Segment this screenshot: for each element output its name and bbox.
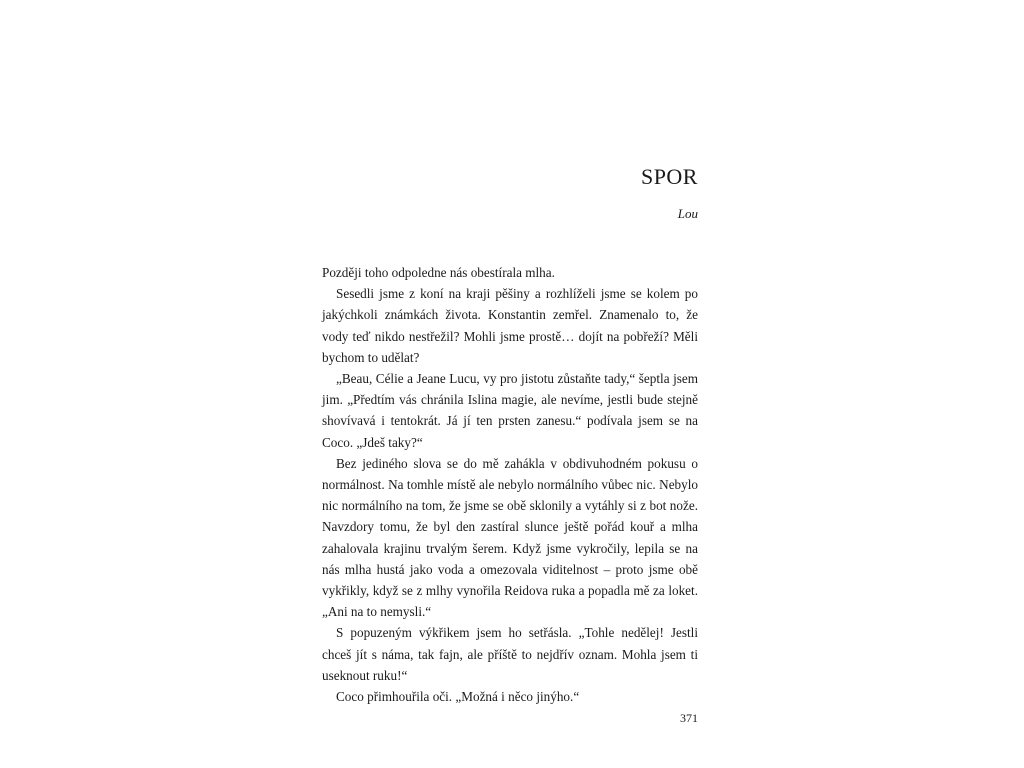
page-number: 371 [680,711,698,725]
paragraph: S popuzeným výkřikem jsem ho setřásla. „Tohle nedělej! Jestli chceš jít s náma, tak fajn, ale příště to nejdřív oznam. Mohla jsem ti useknout ruku!“ [322,625,698,683]
paragraph: Později toho odpoledne nás obestírala mlha. [322,265,555,280]
paragraph: Bez jediného slova se do mě zahákla v obdivuhodném pokusu o normálnost. Na tomhle místě ale nebylo normálního vůbec nic. Nebylo nic normálního na tom, že jsme se obě sklonily a vytáhly si z bot nože. Navzdory tomu, že byl den zastíral slunce ještě pořád kouř a mlha zahalovala krajinu trvalým šerem. Když jsme vykročily, lepila se na nás mlha hustá jako voda a omezovala viditelnost – proto jsme obě vykřikly, když se z mlhy vynořila Reidova ruka a popadla mě za loket. „Ani na to nemysli.“ [322,455,698,620]
paragraph: Sesedli jsme z koní na kraji pěšiny a rozhlíželi jsme se kolem po jakýchkoli známkách života. Konstantin zemřel. Znamenalo to, že vody teď nikdo nestřežil? Mohli jsme prostě… dojít na pobřeží? Měli bychom to udělat? [322,286,698,365]
paragraph: „Beau, Célie a Jeane Lucu, vy pro jistotu zůstaňte tady,“ šeptla jsem jim. „Předtím vás chránila Islina magie, ale nevíme, jestli bude stejně shovívavá i tentokrát. Já jí ten prsten zanesu.“ podívala jsem se na Coco. „Jdeš taky?“ [322,371,698,450]
paragraph: Coco přimhouřila oči. „Možná i něco jinýho.“ [336,689,580,705]
chapter-narrator: Lou [677,206,698,221]
chapter-body [322,262,698,707]
chapter-title: SPOR [640,164,698,189]
